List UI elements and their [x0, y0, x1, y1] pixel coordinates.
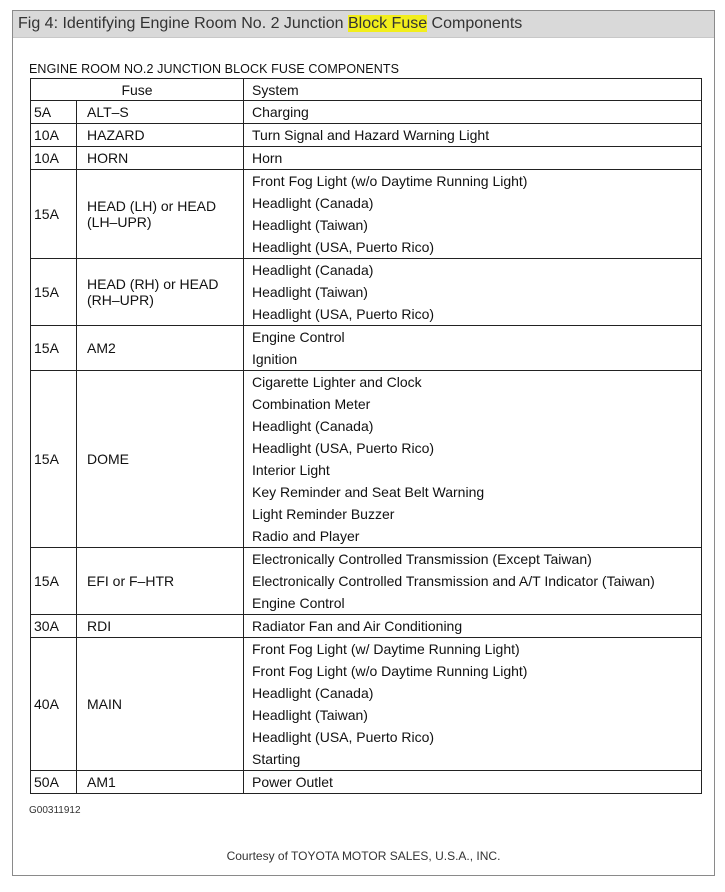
- fuse-table: [30, 78, 702, 794]
- system-item: Headlight (Taiwan): [252, 284, 368, 300]
- system-item: Front Fog Light (w/o Daytime Running Light): [252, 663, 528, 679]
- figure-title-bar: [13, 11, 714, 38]
- system-item: Starting: [252, 751, 301, 767]
- fuse-name: AM1: [77, 771, 244, 794]
- fuse-amperage: 50A: [31, 771, 77, 794]
- fuse-systems: [244, 259, 702, 326]
- system-item: Headlight (USA, Puerto Rico): [252, 239, 435, 255]
- fuse-amperage: 40A: [31, 638, 77, 771]
- fuse-name: EFI or F–HTR: [77, 548, 244, 615]
- fuse-systems: [244, 771, 702, 794]
- system-item: Headlight (Canada): [252, 262, 374, 278]
- table-header-row: [31, 79, 702, 101]
- table-row: [31, 170, 702, 259]
- table-row: [31, 101, 702, 124]
- fuse-systems: [244, 615, 702, 638]
- fuse-systems: [244, 326, 702, 371]
- fuse-amperage: 15A: [31, 326, 77, 371]
- table-heading: ENGINE ROOM NO.2 JUNCTION BLOCK FUSE COMPONENTS: [29, 62, 400, 76]
- table-row: [31, 259, 702, 326]
- fuse-name: DOME: [77, 371, 244, 548]
- fuse-table-body: [31, 101, 702, 794]
- system-item: Front Fog Light (w/o Daytime Running Light): [252, 173, 528, 189]
- courtesy-line: Courtesy of TOYOTA MOTOR SALES, U.S.A., INC.: [226, 849, 501, 863]
- system-item: Radio and Player: [252, 528, 360, 544]
- fuse-name: HAZARD: [77, 124, 244, 147]
- fuse-amperage: 15A: [31, 259, 77, 326]
- system-item: Cigarette Lighter and Clock: [252, 374, 422, 390]
- system-item: Headlight (Taiwan): [252, 217, 368, 233]
- system-item: Headlight (Canada): [252, 195, 374, 211]
- system-item: Key Reminder and Seat Belt Warning: [252, 484, 485, 500]
- table-row: [31, 638, 702, 771]
- table-row: [31, 548, 702, 615]
- figure-title: [18, 15, 522, 33]
- fuse-amperage: 30A: [31, 615, 77, 638]
- fuse-systems: [244, 101, 702, 124]
- fuse-name: HEAD (LH) or HEAD (LH–UPR): [77, 170, 244, 259]
- fuse-systems: [244, 170, 702, 259]
- fuse-amperage: 10A: [31, 124, 77, 147]
- system-item: Radiator Fan and Air Conditioning: [252, 618, 463, 634]
- figure-title-suffix: Components: [427, 15, 523, 32]
- system-item: Power Outlet: [252, 774, 333, 790]
- fuse-name: ALT–S: [77, 101, 244, 124]
- table-row: [31, 326, 702, 371]
- fuse-amperage: 5A: [31, 101, 77, 124]
- system-item: Headlight (Canada): [252, 685, 374, 701]
- fuse-amperage: 15A: [31, 170, 77, 259]
- system-item: Charging: [252, 104, 309, 120]
- fuse-amperage: 10A: [31, 147, 77, 170]
- table-row: [31, 771, 702, 794]
- system-item: Ignition: [252, 351, 298, 367]
- system-item: Horn: [252, 150, 283, 166]
- system-item: Headlight (Taiwan): [252, 707, 368, 723]
- system-column-header: System: [244, 79, 702, 101]
- fuse-name: RDI: [77, 615, 244, 638]
- figure-code: G00311912: [29, 805, 81, 816]
- system-item: Engine Control: [252, 329, 345, 345]
- table-row: [31, 615, 702, 638]
- system-item: Electronically Controlled Transmission (Except Taiwan): [252, 551, 592, 567]
- figure-title-highlight: Block Fuse: [347, 15, 428, 32]
- system-item: Headlight (USA, Puerto Rico): [252, 440, 435, 456]
- system-item: Headlight (USA, Puerto Rico): [252, 729, 435, 745]
- fuse-systems: [244, 638, 702, 771]
- system-item: Combination Meter: [252, 396, 371, 412]
- figure-title-prefix: Fig 4: Identifying Engine Room No. 2 Junction: [18, 15, 348, 32]
- system-item: Headlight (Canada): [252, 418, 374, 434]
- fuse-systems: [244, 147, 702, 170]
- system-item: Engine Control: [252, 595, 345, 611]
- system-item: Electronically Controlled Transmission and A/T Indicator (Taiwan): [252, 573, 655, 589]
- fuse-name: HORN: [77, 147, 244, 170]
- system-item: Light Reminder Buzzer: [252, 506, 395, 522]
- figure-frame: [12, 10, 715, 876]
- table-row: [31, 371, 702, 548]
- fuse-name: MAIN: [77, 638, 244, 771]
- table-row: [31, 124, 702, 147]
- fuse-name: AM2: [77, 326, 244, 371]
- system-item: Front Fog Light (w/ Daytime Running Light): [252, 641, 520, 657]
- fuse-systems: [244, 548, 702, 615]
- fuse-systems: [244, 371, 702, 548]
- system-item: Interior Light: [252, 462, 330, 478]
- fuse-systems: [244, 124, 702, 147]
- fuse-amperage: 15A: [31, 548, 77, 615]
- fuse-column-header: Fuse: [31, 79, 244, 101]
- fuse-amperage: 15A: [31, 371, 77, 548]
- fuse-name: HEAD (RH) or HEAD (RH–UPR): [77, 259, 244, 326]
- system-item: Headlight (USA, Puerto Rico): [252, 306, 435, 322]
- system-item: Turn Signal and Hazard Warning Light: [252, 127, 490, 143]
- table-row: [31, 147, 702, 170]
